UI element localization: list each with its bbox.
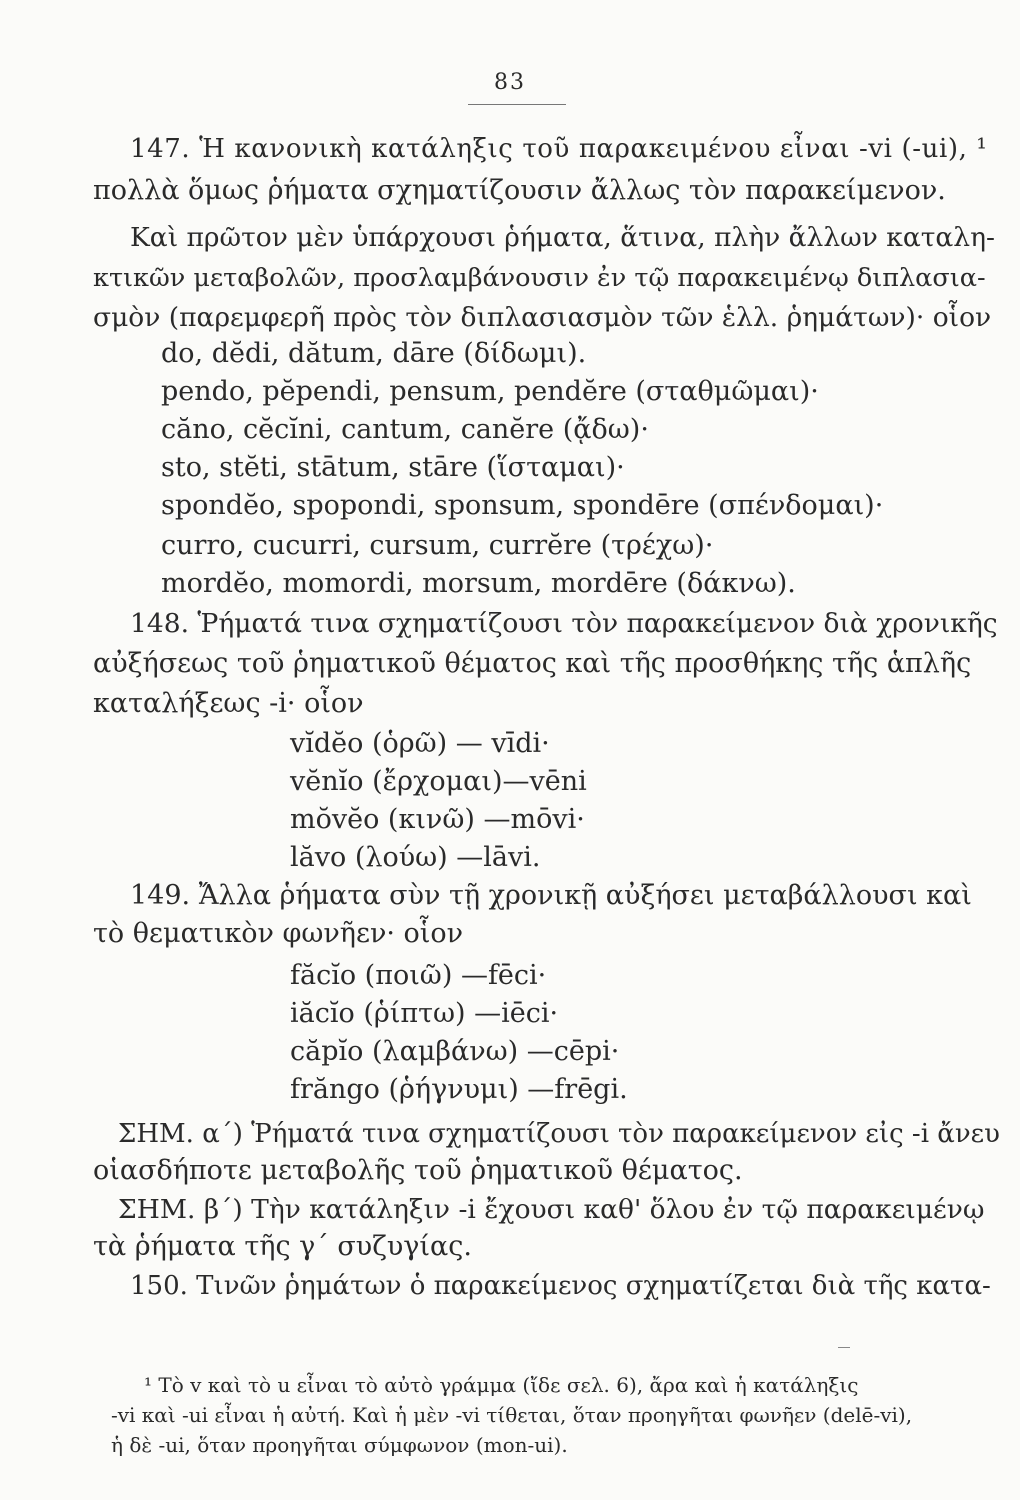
text-line-148-2: αὐξήσεως τοῦ ῥηματικοῦ θέματος καὶ τῆς προσθήκης τῆς ἁπλῆς: [93, 648, 972, 679]
text-line-147-2: πολλὰ ὅμως ῥήματα σχηματίζουσιν ἄλλως τὸν παρακείμενον.: [93, 175, 946, 206]
footnote-rule: [838, 1347, 850, 1348]
example-frango: frăngo (ῥήγνυμι) —frēgi.: [290, 1074, 628, 1105]
text-line-147-3: Καὶ πρῶτον μὲν ὑπάρχουσι ῥήματα, ἅτινα, πλὴν ἄλλων καταλη-: [130, 222, 995, 253]
example-do: do, dĕdi, dătum, dāre (δίδωμι).: [161, 338, 587, 369]
example-cano: căno, cĕcĭni, cantum, canĕre (ᾄδω)·: [161, 414, 649, 445]
example-capio: căpĭo (λαμβάνω) —cēpi·: [290, 1036, 620, 1067]
text-line-147-4: κτικῶν μεταβολῶν, προσλαμβάνουσιν ἐν τῷ παρακειμένῳ διπλασια-: [93, 263, 986, 293]
example-moveo: mŏvĕo (κινῶ) —mōvi·: [290, 804, 585, 835]
example-spondeo: spondĕo, spopondi, sponsum, spondēre (σπένδομαι)·: [161, 490, 884, 521]
example-facio: făcĭo (ποιῶ) —fēci·: [290, 960, 547, 991]
example-venio: vĕnĭo (ἔρχομαι)—vēni: [290, 766, 587, 797]
note-alpha-line-1: ΣΗΜ. α΄) Ῥήματά τινα σχηματίζουσι τὸν παρακείμενον εἰς -i ἄνευ: [118, 1119, 1000, 1149]
text-line-147-1: 147. Ἡ κανονικὴ κατάληξις τοῦ παρακειμένου εἶναι -vi (-ui), ¹: [130, 134, 988, 164]
page-number: 83: [494, 70, 526, 95]
example-sto: sto, stĕti, stātum, stāre (ἵσταμαι)·: [161, 452, 625, 483]
footnote-line-1: ¹ Τὸ v καὶ τὸ u εἶναι τὸ αὐτὸ γράμμα (ἴδε σελ. 6), ἄρα καὶ ἡ κατάληξις: [144, 1373, 859, 1397]
text-line-148-1: 148. Ῥήματά τινα σχηματίζουσι τὸν παρακείμενον διὰ χρονικῆς: [130, 608, 998, 639]
text-line-150-1: 150. Τινῶν ῥημάτων ὁ παρακείμενος σχηματίζεται διὰ τῆς κατα-: [130, 1271, 991, 1301]
text-line-149-1: 149. Ἄλλα ῥήματα σὺν τῇ χρονικῇ αὐξήσει μεταβάλλουσι καὶ: [130, 880, 972, 911]
example-mordeo: mordĕo, momordi, morsum, mordēre (δάκνω).: [161, 568, 796, 599]
example-lavo: lăvo (λούω) —lāvi.: [290, 842, 541, 873]
example-curro: curro, cucurri, cursum, currĕre (τρέχω)·: [161, 530, 714, 561]
note-alpha-line-2: οἱασδήποτε μεταβολῆς τοῦ ῥηματικοῦ θέματος.: [93, 1155, 743, 1186]
example-iacio: iăcĭo (ῥίπτω) —iēci·: [290, 998, 559, 1029]
note-beta-line-1: ΣΗΜ. β΄) Τὴν κατάληξιν -i ἔχουσι καθ' ὅλου ἐν τῷ παρακειμένῳ: [118, 1194, 985, 1225]
page-number-rule: [468, 104, 566, 105]
footnote-line-2: -vi καὶ -ui εἶναι ἡ αὐτή. Καὶ ἡ μὲν -vi τίθεται, ὅταν προηγῆται φωνῆεν (delē-vi),: [111, 1403, 913, 1427]
text-line-149-2: τὸ θεματικὸν φωνῆεν· οἷον: [93, 918, 464, 949]
example-pendo: pendo, pĕpendi, pensum, pendĕre (σταθμῶμαι)·: [161, 376, 819, 407]
text-line-148-3: καταλήξεως -i· οἷον: [93, 688, 364, 719]
example-video: vĭdĕo (ὁρῶ) — vīdi·: [290, 728, 550, 759]
text-line-147-5: σμὸν (παρεμφερῆ πρὸς τὸν διπλασιασμὸν τῶν ἑλλ. ῥημάτων)· οἷον: [93, 302, 992, 333]
note-beta-line-2: τὰ ῥήματα τῆς γ΄ συζυγίας.: [93, 1231, 472, 1262]
footnote-line-3: ἡ δὲ -ui, ὅταν προηγῆται σύμφωνον (mon-ui).: [111, 1433, 568, 1457]
